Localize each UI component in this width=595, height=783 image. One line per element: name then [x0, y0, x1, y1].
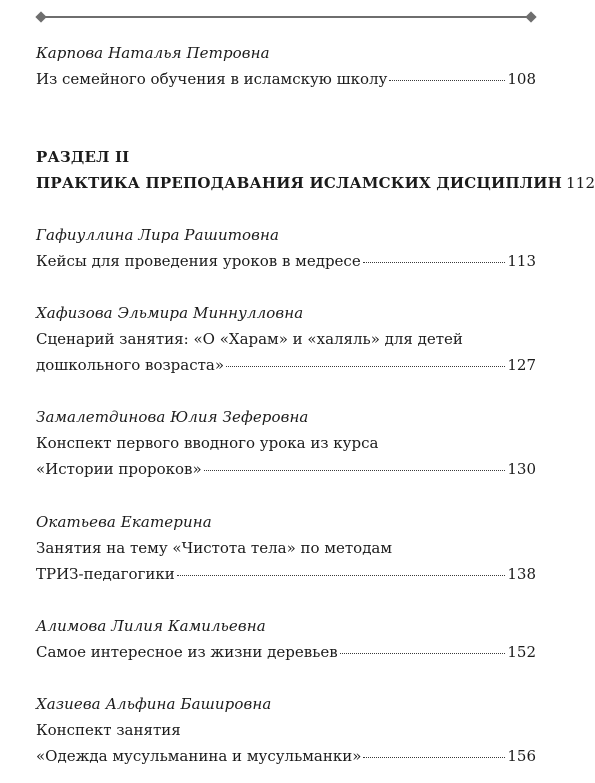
dot-leader	[204, 470, 506, 471]
toc-line	[36, 252, 536, 270]
entry-author: Гафиуллина Лира Рашитовна	[36, 226, 280, 244]
section-title: ПРАКТИКА ПРЕПОДАВАНИЯ ИСЛАМСКИХ ДИСЦИПЛИН	[36, 174, 562, 192]
page-number: 130	[507, 460, 536, 478]
dot-leader	[389, 80, 505, 81]
page-number: 112	[565, 174, 595, 192]
entry-author: Окатьева Екатерина	[36, 513, 212, 531]
header-ornament-rule	[36, 12, 536, 22]
entry-title: Из семейного обучения в исламскую школу	[36, 70, 388, 88]
horizontal-rule	[42, 16, 530, 18]
page-number: 152	[507, 643, 536, 661]
entry-author: Хазиева Альфина Башировна	[36, 695, 272, 713]
entry-title: «Истории пророков»	[36, 460, 202, 478]
entry-title: Самое интересное из жизни деревьев	[36, 643, 338, 661]
dot-leader	[363, 262, 506, 263]
page-number: 127	[507, 356, 536, 374]
page-number: 138	[507, 565, 536, 583]
entry-author: Хафизова Эльмира Миннулловна	[36, 304, 304, 322]
entry-title-line1: Сценарий занятия: «О «Харам» и «халяль» для детей	[36, 330, 463, 348]
entry-author: Алимова Лилия Камильевна	[36, 617, 266, 635]
page-number: 108	[507, 70, 536, 88]
diamond-right-icon	[525, 11, 536, 22]
entry-title: «Одежда мусульманина и мусульманки»	[36, 747, 362, 765]
toc-line	[36, 356, 536, 374]
dot-leader	[340, 653, 506, 654]
section-toc-line	[36, 174, 595, 192]
entry-author: Карпова Наталья Петровна	[36, 44, 270, 62]
page-number: 113	[507, 252, 536, 270]
dot-leader	[177, 575, 506, 576]
section-label: РАЗДЕЛ II	[36, 148, 130, 166]
entry-title-line1: Занятия на тему «Чистота тела» по методам	[36, 539, 393, 557]
toc-line	[36, 747, 536, 765]
dot-leader	[226, 366, 505, 367]
toc-line	[36, 565, 536, 583]
entry-title-line1: Конспект первого вводного урока из курса	[36, 434, 379, 452]
toc-line	[36, 460, 536, 478]
entry-title-line1: Конспект занятия	[36, 721, 181, 739]
entry-title: дошкольного возраста»	[36, 356, 225, 374]
dot-leader	[363, 757, 505, 758]
entry-title: ТРИЗ-педагогики	[36, 565, 175, 583]
entry-author: Замалетдинова Юлия Зеферовна	[36, 408, 309, 426]
entry-title: Кейсы для проведения уроков в медресе	[36, 252, 361, 270]
page-number: 156	[507, 747, 536, 765]
toc-line	[36, 643, 536, 661]
toc-line	[36, 70, 536, 88]
